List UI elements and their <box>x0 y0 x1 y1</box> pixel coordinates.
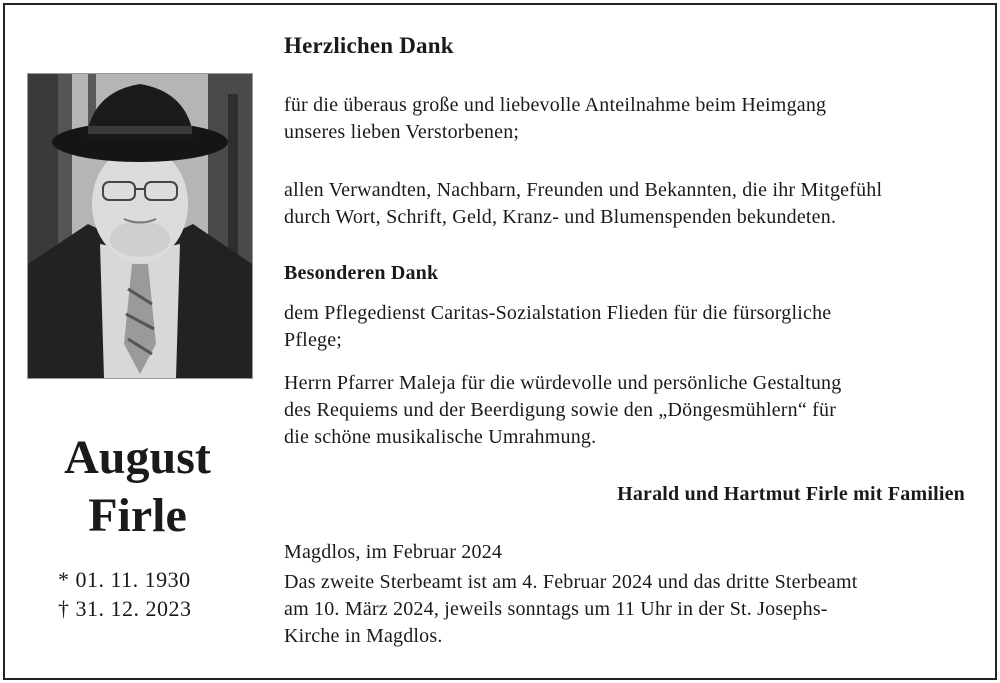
place-date: Magdlos, im Februar 2024 <box>284 541 503 563</box>
paragraph-pfarrer <box>284 370 969 451</box>
deceased-last-name: Firle <box>88 489 187 542</box>
death-date: † 31. 12. 2023 <box>58 596 192 621</box>
notice-heading: Herzlichen Dank <box>284 33 454 58</box>
paragraph-pflegedienst <box>284 300 969 354</box>
text-line: am 10. März 2024, jeweils sonntags um 11 Uhr in der St. Josephs- <box>284 598 828 620</box>
text-line: Das zweite Sterbeamt ist am 4. Februar 2024 und das dritte Sterbeamt <box>284 571 858 593</box>
text-line: dem Pflegedienst Caritas-Sozialstation Flieden für die fürsorgliche <box>284 302 832 324</box>
sterbeamt-note <box>284 569 969 650</box>
text-line: für die überaus große und liebevolle Anteilnahme beim Heimgang <box>284 94 827 116</box>
text-line: die schöne musikalische Umrahmung. <box>284 426 597 448</box>
family-signature: Harald und Hartmut Firle mit Familien <box>617 483 965 505</box>
notice-subheading: Besonderen Dank <box>284 262 439 284</box>
text-line: Herrn Pfarrer Maleja für die würdevolle und persönliche Gestaltung <box>284 372 842 394</box>
text-line: Kirche in Magdlos. <box>284 625 443 647</box>
text-line: des Requiems und der Beerdigung sowie den „Döngesmühlern“ für <box>284 399 837 421</box>
text-line: Pflege; <box>284 329 343 351</box>
text-line: allen Verwandten, Nachbarn, Freunden und Bekannten, die ihr Mitgefühl <box>284 179 883 201</box>
text-line: durch Wort, Schrift, Geld, Kranz- und Blumenspenden bekundeten. <box>284 206 837 228</box>
deceased-first-name: August <box>64 431 211 484</box>
paragraph-anteilnahme <box>284 92 969 146</box>
birth-date: * 01. 11. 1930 <box>58 567 191 592</box>
text-line: unseres lieben Verstorbenen; <box>284 121 520 143</box>
portrait-photo <box>27 73 253 379</box>
paragraph-verwandten <box>284 177 969 231</box>
